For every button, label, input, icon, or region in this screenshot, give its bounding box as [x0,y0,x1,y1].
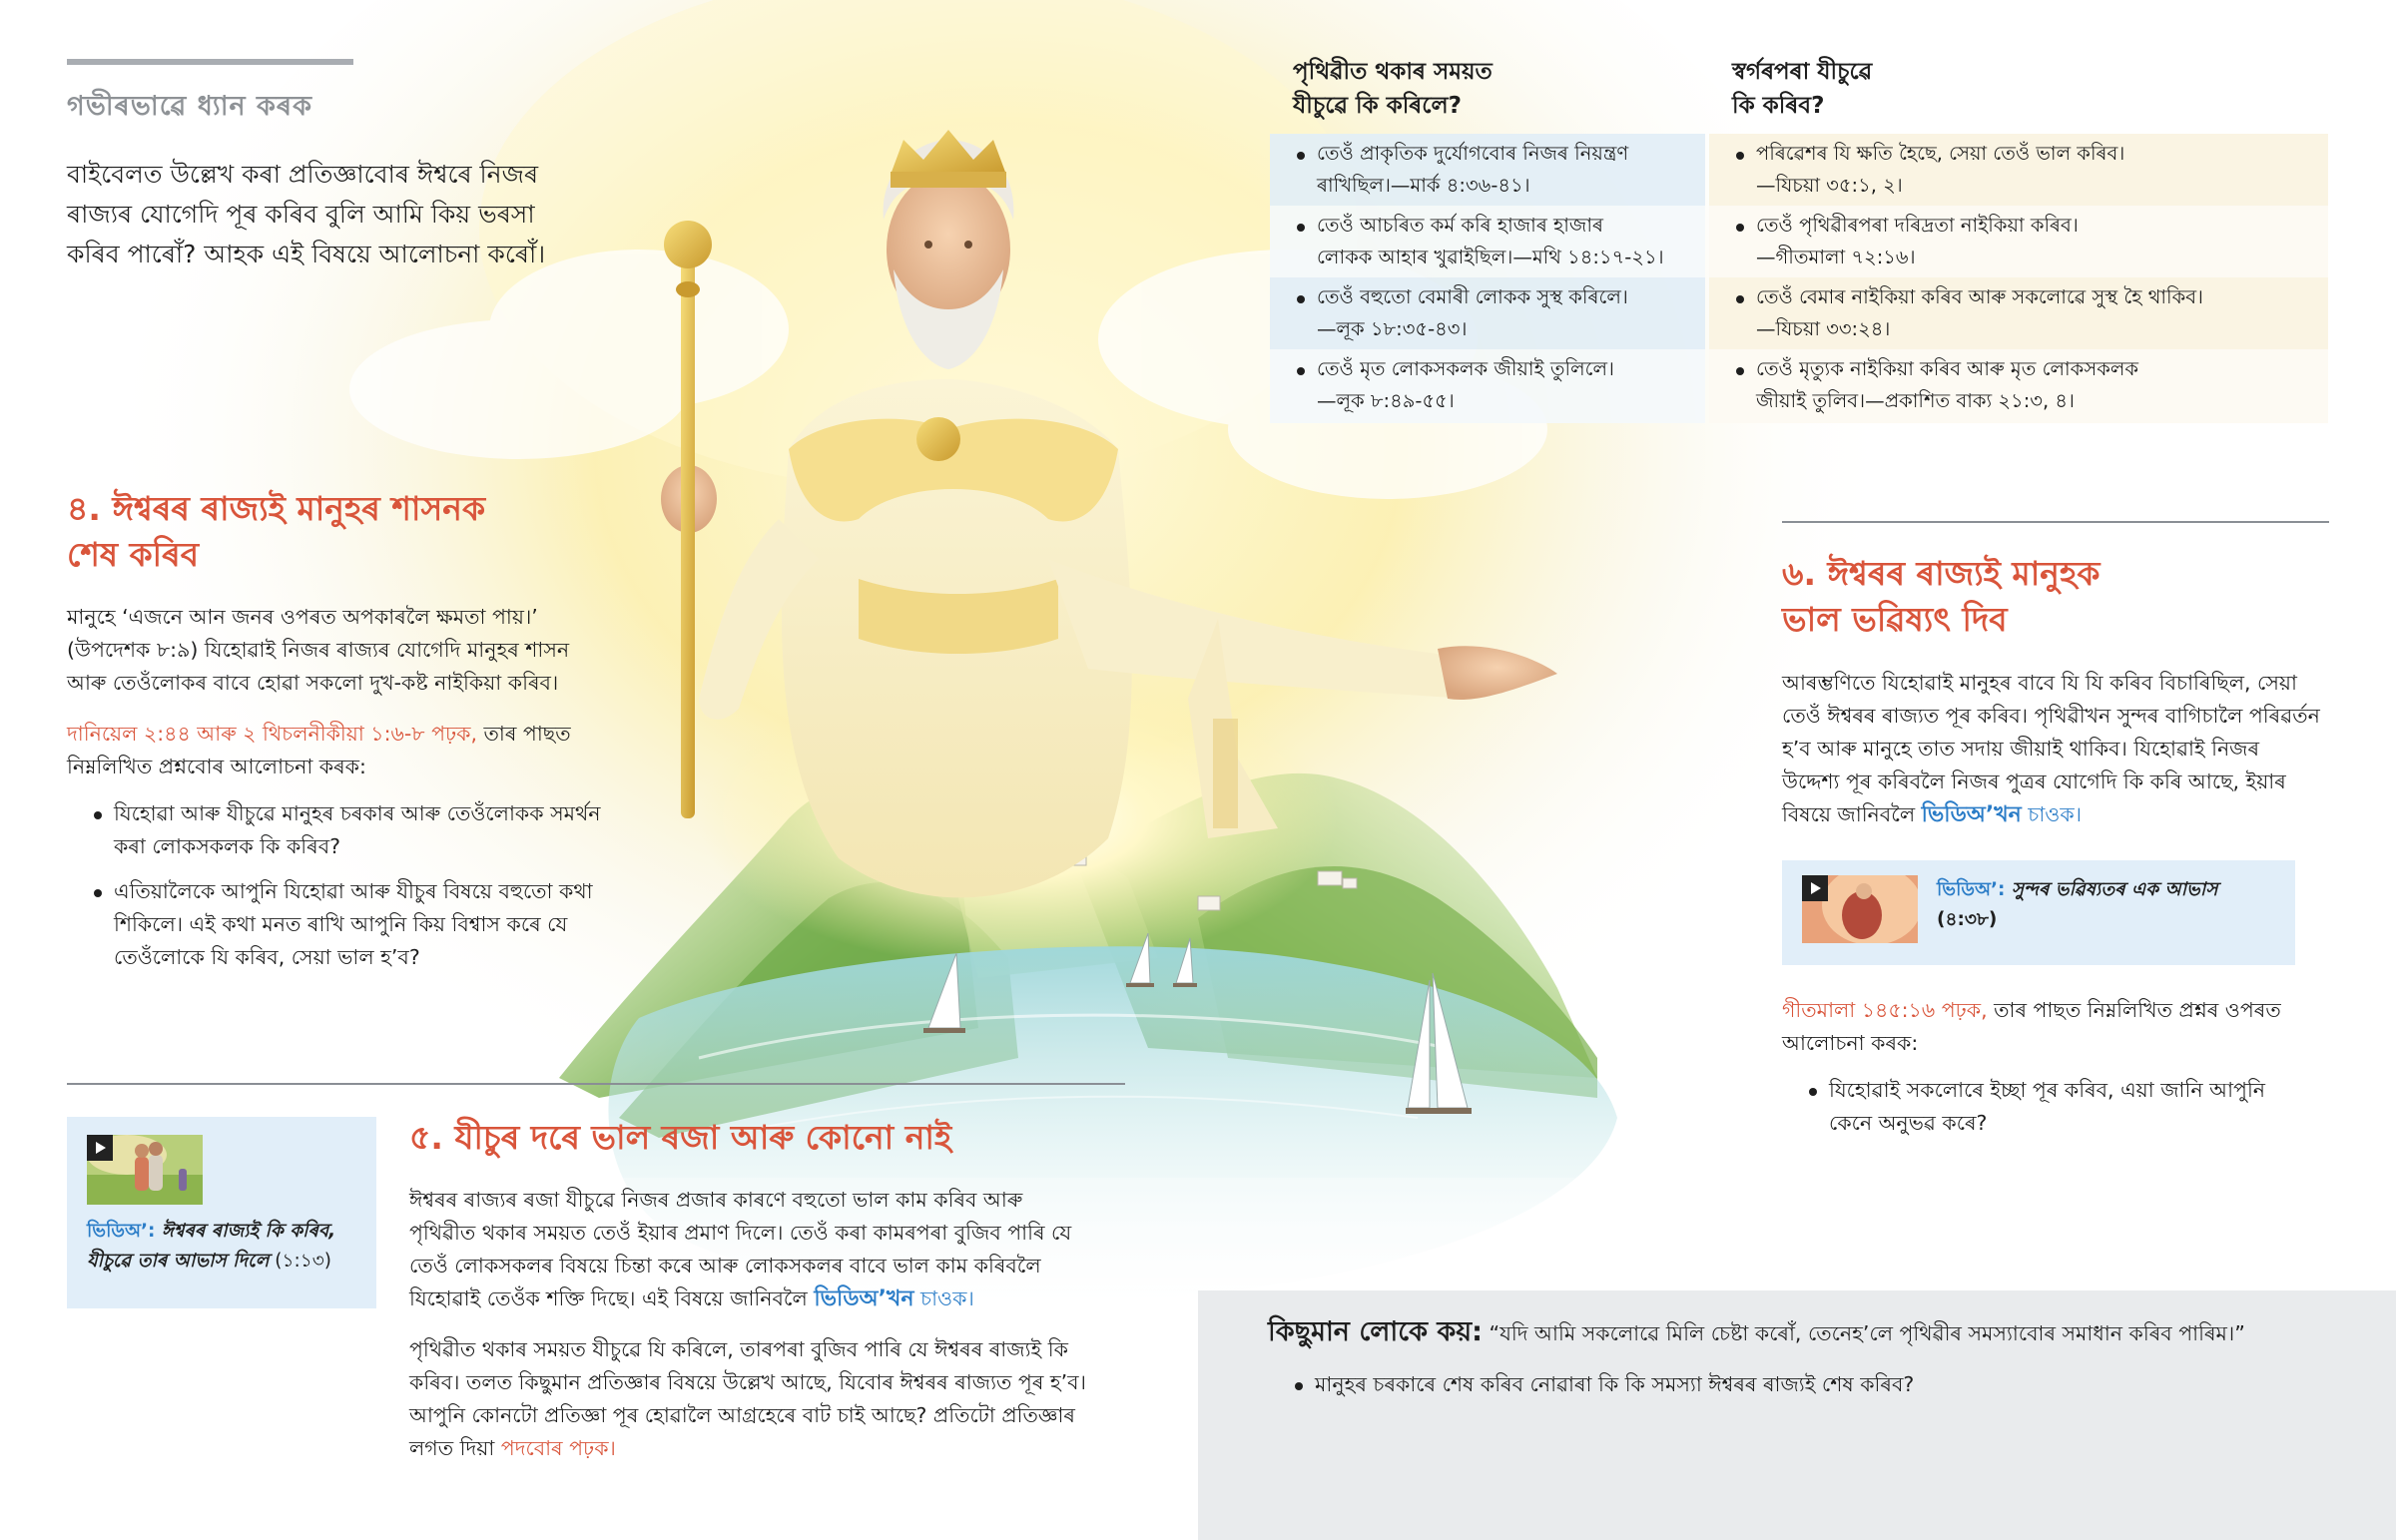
divider [1782,521,2329,523]
cell-line: তেওঁ মৃত্যুক নাইকিয়া কৰিব আৰু মৃত লোকসকলক [1756,357,2139,380]
question-item: এতিয়ালৈকে আপুনি যিহোৱা আৰু যীচুৰ বিষয়ে বহুতো কথা শিকিলে। এই কথা মনত ৰাখি আপুনি কিয় বিশ্বাস কৰে যে তেওঁলোকে যি কৰিব, সেয়া ভাল হ’ব? [67,875,606,974]
some-people-say-text: “যদি আমি সকলোৱে মিলি চেষ্টা কৰোঁ, তেনেহ’লে পৃথিৱীৰ সমস্যাবোৰ সমাধান কৰিব পাৰিম।” [1482,1321,2245,1345]
video-label: ভিডিঅ’: [87,1221,156,1242]
section-4-read-instruction [67,718,606,783]
some-people-say-questions [1268,1368,2366,1401]
section-6-heading-line2: ভাল ভৱিষ্যৎ দিব [1782,600,2008,639]
question-item: মানুহৰ চৰকাৰে শেষ কৰিব নোৱাৰা কি কি সমস্যা ঈশ্বৰৰ ৰাজ্যই শেষ কৰিব? [1268,1368,2366,1401]
section-5-body [409,1184,1088,1315]
table-cell-future [1709,134,2328,206]
section-5-body-2 [409,1333,1088,1465]
video-card-future[interactable] [1782,860,2295,965]
section-6-scripture-link[interactable]: গীতমালা ১৪৫:১৬ পঢ়ক, [1782,998,1988,1022]
section-4-heading-line2: শেষ কৰিব [67,535,200,574]
video-label: ভিডিঅ’: [1937,879,2006,900]
cell-line: তেওঁ মৃত লোকসকলক জীয়াই তুলিলে। [1317,357,1614,380]
section-5-heading: ৫. যীচুৰ দৰে ভাল ৰজা আৰু কোনো নাই [409,1118,952,1157]
table-header-then-line2: যীচুৱে কি কৰিলে? [1293,93,1462,119]
section-6-body-text: আৰম্ভণিতে যিহোৱাই মানুহৰ বাবে যি যি কৰিব বিচাৰিছিল, সেয়া তেওঁ ঈশ্বৰৰ ৰাজ্যত পূৰ কৰিব। পৃথিৱীখন সুন্দৰ বাগিচালৈ পৰিৱৰ্তন হ’ব আৰু মানুহে তাত সদায় জীয়াই থাকিব। যিহোৱাই নিজৰ উদ্দেশ্য পূৰ কৰিবলৈ নিজৰ পুত্ৰৰ যোগেদি কি কৰি আছে, ইয়াৰ বিষয়ে জানিবলৈ [1782,671,2320,826]
table-cell-then [1270,349,1705,423]
cell-line: —যিচয়া ৩৫:১, ২। [1756,174,1903,197]
cell-line: তেওঁ পৃথিৱীৰপৰা দৰিদ্ৰতা নাইকিয়া কৰিব। [1756,214,2079,237]
section-6-video-link-rest[interactable]: চাওক। [2021,802,2083,826]
section-4-questions [67,797,606,986]
section-6-body [1782,667,2321,831]
cell-line: —যিচয়া ৩৩:২৪। [1756,317,1891,340]
section-6-questions [1782,1074,2301,1140]
meditate-kicker: গভীৰভাৱে ধ্যান কৰক [67,91,313,122]
section-5-read-link[interactable]: পদবোৰ পঢ়ক। [500,1436,616,1460]
video-2-title: সুন্দৰ ভৱিষ্যতৰ এক আভাস [2005,879,2218,900]
video-2-duration: (৪:৩৮) [1937,909,1998,930]
table-cell-then [1270,134,1705,206]
video-1-title-line2: যীচুৱে তাৰ আভাস দিলে [87,1251,270,1272]
cell-line: জীয়াই তুলিব।—প্ৰকাশিত বাক্য ২১:৩, ৪। [1756,389,2075,412]
table-header-future-line2: কি কৰিব? [1732,93,1825,119]
video-1-title-line1: ঈশ্বৰৰ ৰাজ্যই কি কৰিব, [155,1221,336,1242]
cell-line: লোকক আহাৰ খুৱাইছিল।—মথি ১৪:১৭-২১। [1317,246,1664,268]
table-cell-future [1709,277,2328,349]
some-people-say-quote [1268,1315,2366,1350]
table-cell-future [1709,349,2328,423]
section-6-heading-line1: ৬. ঈশ্বৰৰ ৰাজ্যই মানুহক [1782,554,2100,593]
section-5-video-link[interactable]: ভিডিঅ’খন [814,1286,914,1311]
section-5-video-link-rest[interactable]: চাওক। [913,1286,974,1310]
cell-line: —গীতমালা ৭২:১৬। [1756,246,1916,268]
section-4-body: মানুহে ‘এজনে আন জনৰ ওপৰত অপকাৰলৈ ক্ষমতা পায়।’ (উপদেশক ৮:৯) যিহোৱাই নিজৰ ৰাজ্যৰ যোগেদি মানুহৰ শাসন আৰু তেওঁলোকৰ বাবে হোৱা সকলো দুখ-কষ্ট নাইকিয়া কৰিব। [67,605,570,695]
section-6-read-rest: তাৰ পাছত নিম্নলিখিত প্ৰশ্নৰ ওপৰত আলোচনা কৰক: [1782,998,2281,1055]
play-icon[interactable] [87,1135,113,1161]
cell-line: পৰিৱেশৰ যি ক্ষতি হৈছে, সেয়া তেওঁ ভাল কৰিব। [1756,142,2125,165]
play-icon[interactable] [1802,875,1828,901]
video-1-caption[interactable] [87,1217,366,1277]
question-item: যিহোৱা আৰু যীচুৱে মানুহৰ চৰকাৰ আৰু তেওঁলোকক সমৰ্থন কৰা লোকসকলক কি কৰিব? [67,797,606,863]
table-header-then-line1: পৃথিৱীত থকাৰ সময়ত [1293,59,1493,85]
table-header-then [1293,55,1692,123]
cell-line: তেওঁ বহুতো বেমাৰী লোকক সুস্থ কৰিলে। [1317,285,1628,308]
table-cell-then [1270,277,1705,349]
section-6-video-link[interactable]: ভিডিঅ’খন [1921,802,2022,827]
video-1-duration: (১:১৩) [269,1251,331,1272]
cell-line: তেওঁ প্ৰাকৃতিক দুৰ্যোগবোৰ নিজৰ নিয়ন্ত্ৰণ [1317,142,1629,165]
table-header-future [1732,55,2151,123]
table-cell-future [1709,206,2328,277]
section-4-read-rest: তাৰ পাছত নিম্নলিখিত প্ৰশ্নবোৰ আলোচনা কৰক: [67,722,571,778]
table-header-future-line1: স্বৰ্গৰপৰা যীচুৱে [1732,59,1873,85]
section-6-read-instruction [1782,994,2341,1060]
section-4-heading [67,486,566,578]
section-5-body-text: ঈশ্বৰৰ ৰাজ্যৰ ৰজা যীচুৱে নিজৰ প্ৰজাৰ কাৰণে বহুতো ভাল কাম কৰিব আৰু পৃথিৱীত থকাৰ সময়ত তেওঁ ইয়াৰ প্ৰমাণ দিলে। তেওঁ কৰা কামৰপৰা বুজিব পাৰি যে তেওঁ লোকসকলৰ বিষয়ে চিন্তা কৰে আৰু লোকসকলৰ বাবে ভাল কাম কৰিবলৈ যিহোৱাই তেওঁক শক্তি দিছে। এই বিষয়ে জানিবলৈ [409,1188,1072,1310]
question-item: যিহোৱাই সকলোৰে ইচ্ছা পূৰ কৰিব, এয়া জানি আপুনি কেনে অনুভৱ কৰে? [1782,1074,2301,1140]
table-cell-then [1270,206,1705,277]
section-top-bar [67,59,353,65]
cell-line: ৰাখিছিল।—মাৰ্ক ৪:৩৬-৪১। [1317,174,1530,197]
cell-line: তেওঁ আচৰিত কৰ্ম কৰি হাজাৰ হাজাৰ [1317,214,1603,237]
cell-line: —লূক ৮:৪৯-৫৫। [1317,389,1455,412]
cell-line: —লূক ১৮:৩৫-৪৩। [1317,317,1468,340]
section-5-body-2-text: পৃথিৱীত থকাৰ সময়ত যীচুৱে যি কৰিলে, তাৰপৰা বুজিব পাৰি যে ঈশ্বৰৰ ৰাজ্যই কি কৰিব। তলত কিছুমান প্ৰতিজ্ঞাৰ বিষয়ে উল্লেখ আছে, যিবোৰ ঈশ্বৰৰ ৰাজ্যত পূৰ হ’ব। আপুনি কোনটো প্ৰতিজ্ঞা পূৰ হোৱালৈ আগ্ৰহেৰে বাট চাই আছে? প্ৰতিটো প্ৰতিজ্ঞাৰ লগত দিয়া [409,1337,1086,1460]
section-6-heading [1782,551,2341,643]
video-2-caption[interactable] [1937,875,2286,935]
section-4-heading-line1: ৪. ঈশ্বৰৰ ৰাজ্যই মানুহৰ শাসনক [67,489,486,528]
divider [67,1083,1125,1085]
video-card-kingdom[interactable] [67,1117,376,1308]
section-4-scripture-link[interactable]: দানিয়েল ২:৪৪ আৰু ২ থিচলনীকীয়া ১:৬-৮ পঢ়ক, [67,722,478,746]
intro-paragraph: বাইবেলত উল্লেখ কৰা প্ৰতিজ্ঞাবোৰ ঈশ্বৰে নিজৰ ৰাজ্যৰ যোগেদি পূৰ কৰিব বুলি আমি কিয় ভৰসা কৰিব পাৰোঁ? আহক এই বিষয়ে আলোচনা কৰোঁ। [67,160,546,268]
some-people-say-lead: কিছুমান লোকে কয়: [1268,1316,1483,1347]
cell-line: তেওঁ বেমাৰ নাইকিয়া কৰিব আৰু সকলোৱে সুস্থ হৈ থাকিব। [1756,285,2204,308]
